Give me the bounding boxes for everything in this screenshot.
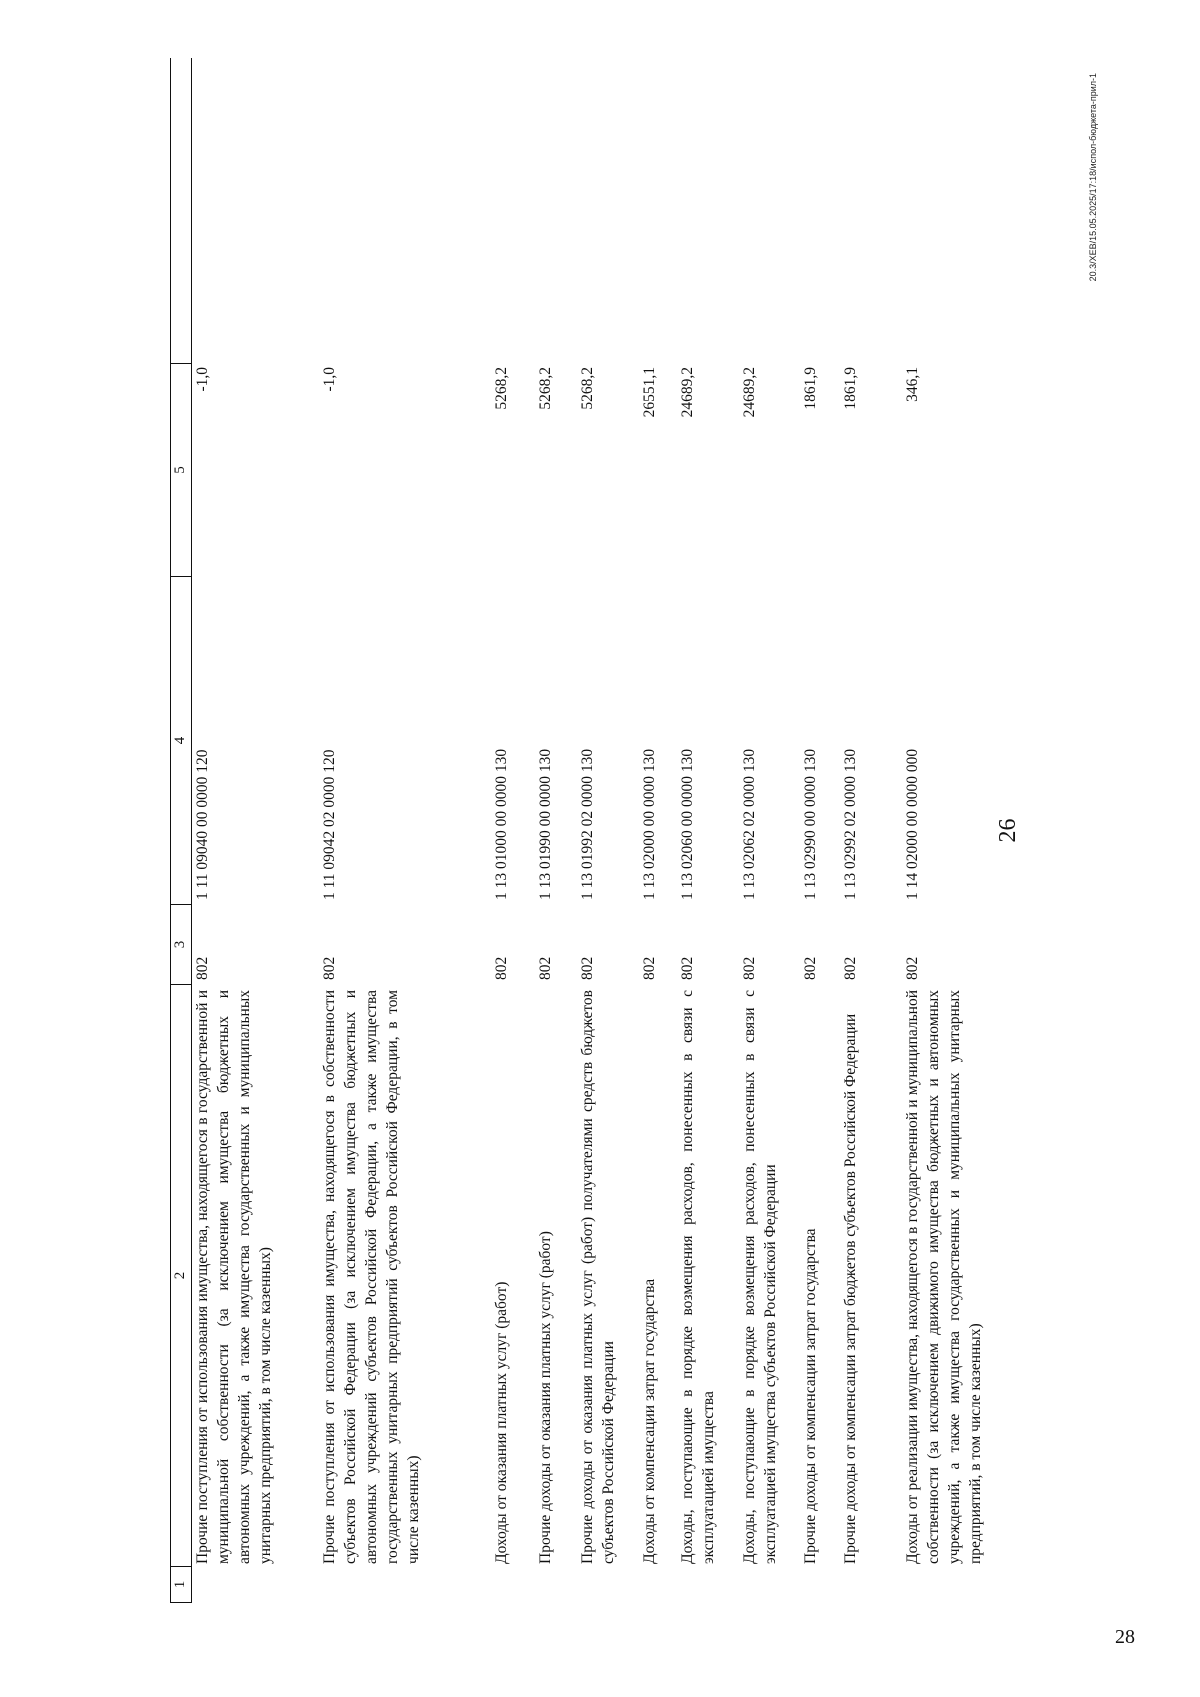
header-col-3: 3 <box>171 904 191 984</box>
header-col-5: 5 <box>171 363 191 576</box>
row-name-cell: Доходы от компенсации затрат государства <box>641 1278 658 1564</box>
table-header-row <box>170 58 192 1603</box>
row-name-cell: Прочие поступления от использования имущества, находящегося в государственной и муниципальной собственности (за исключением имущества бюджетных и автономных учреждений, а также имущества государственных и муниципальных унитарных предприятий, в том числе казенных) <box>194 990 274 1564</box>
row-code-cell: 1 13 01000 00 0000 130 <box>493 748 510 900</box>
row-index-cell <box>800 1566 840 1603</box>
row-amount-cell: 1861,9 <box>842 367 859 410</box>
row-amount-cell: 5268,2 <box>579 367 596 410</box>
row-code-cell: 1 14 02000 00 0000 000 <box>904 748 921 900</box>
row-admin-cell: 802 <box>741 956 758 980</box>
row-code-cell: 1 11 09040 00 0000 120 <box>194 749 211 900</box>
row-admin-cell: 802 <box>904 956 921 980</box>
row-name-cell: Доходы от реализации имущества, находящегося в государственной и муниципальной собственности (за исключением движимого имущества бюджетных и автономных учреждений, а также имущества государственных и муниципальных унитарных предприятий, в том числе казенных) <box>904 990 984 1564</box>
row-amount-cell: 346,1 <box>904 367 921 402</box>
page-number: 28 <box>1115 1626 1135 1648</box>
row-index-cell <box>739 1566 800 1603</box>
table-body <box>192 58 990 1603</box>
row-amount-cell: 5268,2 <box>537 367 554 410</box>
row-code-cell: 1 13 01990 00 0000 130 <box>537 748 554 900</box>
header-col-1: 1 <box>171 1566 191 1603</box>
row-amount-cell: 24689,2 <box>679 367 696 418</box>
row-name-cell: Прочие доходы от оказания платных услуг (работ) получателями средств бюджетов субъектов Российской Федерации <box>579 990 617 1564</box>
row-code-cell: 1 13 02990 00 0000 130 <box>802 748 819 900</box>
row-admin-cell: 802 <box>194 956 211 980</box>
row-index-cell <box>902 1566 990 1603</box>
row-amount-cell: 26551,1 <box>641 367 658 418</box>
row-name-cell: Доходы, поступающие в порядке возмещения расходов, понесенных в связи с эксплуатацией имущества субъектов Российской Федерации <box>741 990 779 1564</box>
row-admin-cell: 802 <box>579 956 596 980</box>
table-row <box>739 58 800 1603</box>
row-index-cell <box>192 1566 319 1603</box>
row-index-cell <box>639 1566 677 1603</box>
table-row <box>639 58 677 1603</box>
row-amount-cell: 1861,9 <box>802 367 819 410</box>
row-code-cell: 1 13 02000 00 0000 130 <box>641 748 658 900</box>
row-code-cell: 1 13 02992 02 0000 130 <box>842 748 859 900</box>
row-code-cell: 1 13 02062 02 0000 130 <box>741 748 758 900</box>
table-row <box>319 58 491 1603</box>
sheet-number: 26 <box>995 818 1021 843</box>
table-row <box>192 58 319 1603</box>
row-admin-cell: 802 <box>321 956 338 980</box>
row-index-cell <box>840 1566 902 1603</box>
revenue-table <box>170 58 984 1603</box>
row-amount-cell: 24689,2 <box>741 367 758 418</box>
table-row <box>535 58 577 1603</box>
row-code-cell: 1 13 02060 00 0000 130 <box>679 748 696 900</box>
row-amount-cell: -1,0 <box>194 367 211 392</box>
row-name-cell: Прочие доходы от компенсации затрат государства <box>802 1228 819 1564</box>
header-col-2: 2 <box>171 984 191 1566</box>
row-name-cell: Доходы, поступающие в порядке возмещения расходов, понесенных в связи с эксплуатацией имущества <box>679 990 717 1564</box>
row-name-cell: Прочие доходы от компенсации затрат бюджетов субъектов Российской Федерации <box>842 1013 859 1564</box>
row-admin-cell: 802 <box>842 956 859 980</box>
row-name-cell: Доходы от оказания платных услуг (работ) <box>493 1281 510 1564</box>
header-col-4: 4 <box>171 576 191 904</box>
rotated-page-content <box>170 58 1115 1603</box>
document-footer-code: 20.3/XEB/15.05.2025/17:18/испол-бюджета-прил-1 <box>1088 73 1098 282</box>
table-row <box>491 58 535 1603</box>
row-amount-cell: 5268,2 <box>493 367 510 410</box>
row-amount-cell: -1,0 <box>321 367 338 392</box>
row-name-cell: Прочие доходы от оказания платных услуг (работ) <box>537 1231 554 1564</box>
table-row <box>800 58 840 1603</box>
row-index-cell <box>319 1566 491 1603</box>
row-admin-cell: 802 <box>641 956 658 980</box>
row-index-cell <box>491 1566 535 1603</box>
row-admin-cell: 802 <box>679 956 696 980</box>
table-row <box>577 58 639 1603</box>
row-index-cell <box>577 1566 639 1603</box>
row-code-cell: 1 13 01992 02 0000 130 <box>579 748 596 900</box>
row-admin-cell: 802 <box>537 956 554 980</box>
table-row <box>840 58 902 1603</box>
table-row <box>677 58 739 1603</box>
row-admin-cell: 802 <box>493 956 510 980</box>
row-name-cell: Прочие поступления от использования имущества, находящегося в собственности субъектов Российской Федерации (за исключением имущества бюджетных и автономных учреждений субъектов Российской Федерации, а также имущества государственных унитарных предприятий субъектов Российской Федерации, в том числе казенных) <box>321 990 422 1564</box>
row-admin-cell: 802 <box>802 956 819 980</box>
row-code-cell: 1 11 09042 02 0000 120 <box>321 749 338 900</box>
row-index-cell <box>535 1566 577 1603</box>
table-row <box>902 58 990 1603</box>
row-index-cell <box>677 1566 739 1603</box>
